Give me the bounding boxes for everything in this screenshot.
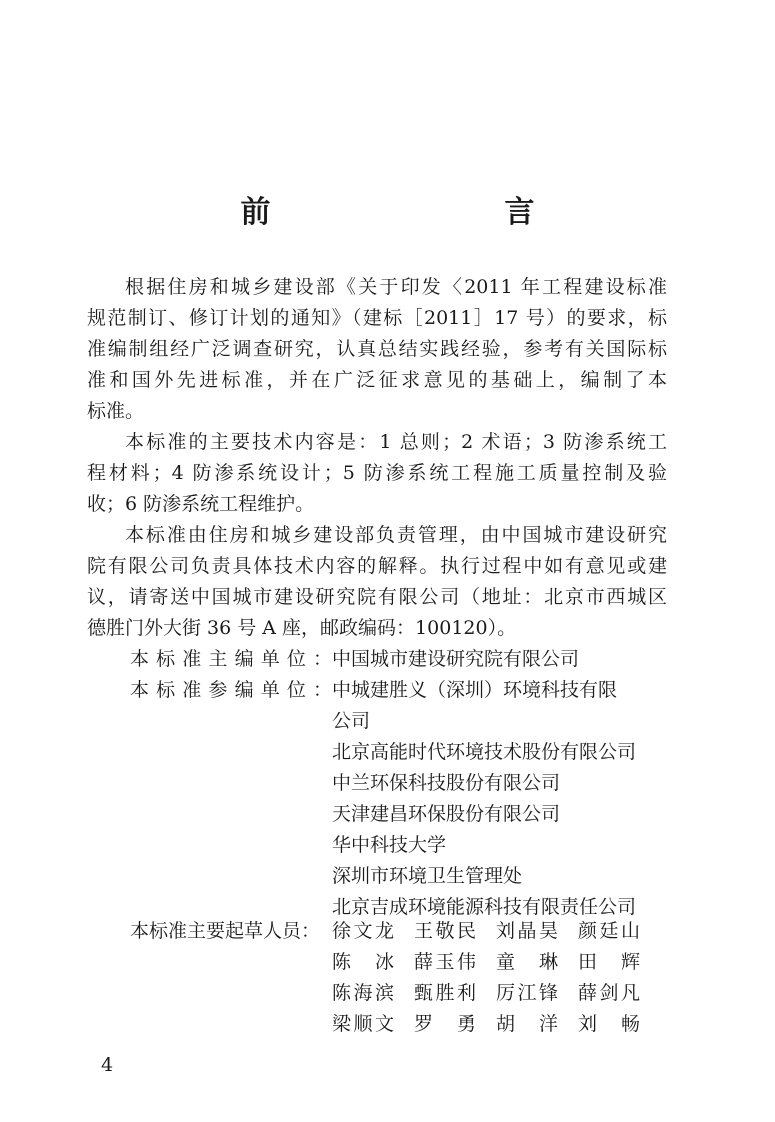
participants-label: 本标准参编单位： <box>130 679 332 701</box>
drafters-grid <box>332 916 660 1040</box>
text-line: 院有限公司负责具体技术内容的解释。执行过程中如有意见或建 <box>87 555 667 577</box>
participants-row <box>130 675 662 923</box>
drafter-name: 厉江锋 <box>496 982 558 1004</box>
text-line: 规范制订、修订计划的通知》（建标［2011］17 号）的要求，标 <box>87 307 667 329</box>
drafter-name: 梁顺文 <box>332 1013 394 1035</box>
org-name: 北京吉成环境能源科技有限责任公司 <box>332 896 637 918</box>
drafter-name: 王敬民 <box>414 920 476 942</box>
drafter-name: 薛玉伟 <box>414 951 476 973</box>
org-name: 中兰环保科技股份有限公司 <box>332 772 561 794</box>
chief-editor-label: 本标准主编单位： <box>130 648 332 670</box>
drafter-name: 胡洋 <box>496 1013 558 1035</box>
drafter-name: 刘晶昊 <box>496 920 558 942</box>
page-number: 4 <box>101 1054 114 1076</box>
text-line: 德胜门外大街 36 号 A 座，邮政编码：100120）。 <box>87 617 517 639</box>
chief-editor-value <box>332 644 662 675</box>
text-line: 议，请寄送中国城市建设研究院有限公司（地址：北京市西城区 <box>87 586 667 608</box>
drafter-name: 陈冰 <box>332 951 394 973</box>
drafter-name: 颜廷山 <box>578 920 640 942</box>
text-line: 本标准由住房和城乡建设部负责管理，由中国城市建设研究 <box>125 524 667 546</box>
paragraph-1 <box>87 272 667 427</box>
org-name: 深圳市环境卫生管理处 <box>332 865 523 887</box>
drafters-row <box>130 916 660 1040</box>
paragraph-3 <box>87 520 667 644</box>
drafter-name: 甄胜利 <box>414 982 476 1004</box>
drafters-label: 本标准主要起草人员： <box>130 920 321 942</box>
text-line: 收；6 防渗系统工程维护。 <box>87 493 315 515</box>
text-line: 本标准的主要技术内容是：1 总则；2 术语；3 防渗系统工 <box>125 431 667 453</box>
text-line: 程材料；4 防渗系统设计；5 防渗系统工程施工质量控制及验 <box>87 462 667 484</box>
organizations <box>130 644 662 923</box>
org-name: 北京高能时代环境技术股份有限公司 <box>332 741 637 763</box>
org-name: 天津建昌环保股份有限公司 <box>332 803 561 825</box>
drafter-name: 罗勇 <box>414 1013 476 1035</box>
drafters <box>130 916 660 1040</box>
org-name: 中国城市建设研究院有限公司 <box>332 648 580 670</box>
drafter-name: 薛剑凡 <box>578 982 640 1004</box>
preface-body <box>87 272 667 644</box>
text-line: 准和国外先进标准，并在广泛征求意见的基础上，编制了本 <box>87 369 667 391</box>
text-line: 标准。 <box>87 400 145 422</box>
chief-editor-row <box>130 644 662 675</box>
drafter-name: 刘畅 <box>578 1013 640 1035</box>
text-line: 根据住房和城乡建设部《关于印发〈2011 年工程建设标准 <box>125 276 667 298</box>
drafter-name: 徐文龙 <box>332 920 394 942</box>
page-title: 前 言 <box>240 195 593 230</box>
org-name: 中城建胜义（深圳）环境科技有限 <box>332 679 618 701</box>
paragraph-2 <box>87 427 667 520</box>
drafter-name: 陈海滨 <box>332 982 394 1004</box>
participants-list <box>332 675 662 923</box>
text-line: 准编制组经广泛调查研究，认真总结实践经验，参考有关国际标 <box>87 338 667 360</box>
org-name: 公司 <box>332 710 371 732</box>
drafter-name: 田辉 <box>578 951 640 973</box>
org-name: 华中科技大学 <box>332 834 447 856</box>
drafter-name: 童琳 <box>496 951 558 973</box>
